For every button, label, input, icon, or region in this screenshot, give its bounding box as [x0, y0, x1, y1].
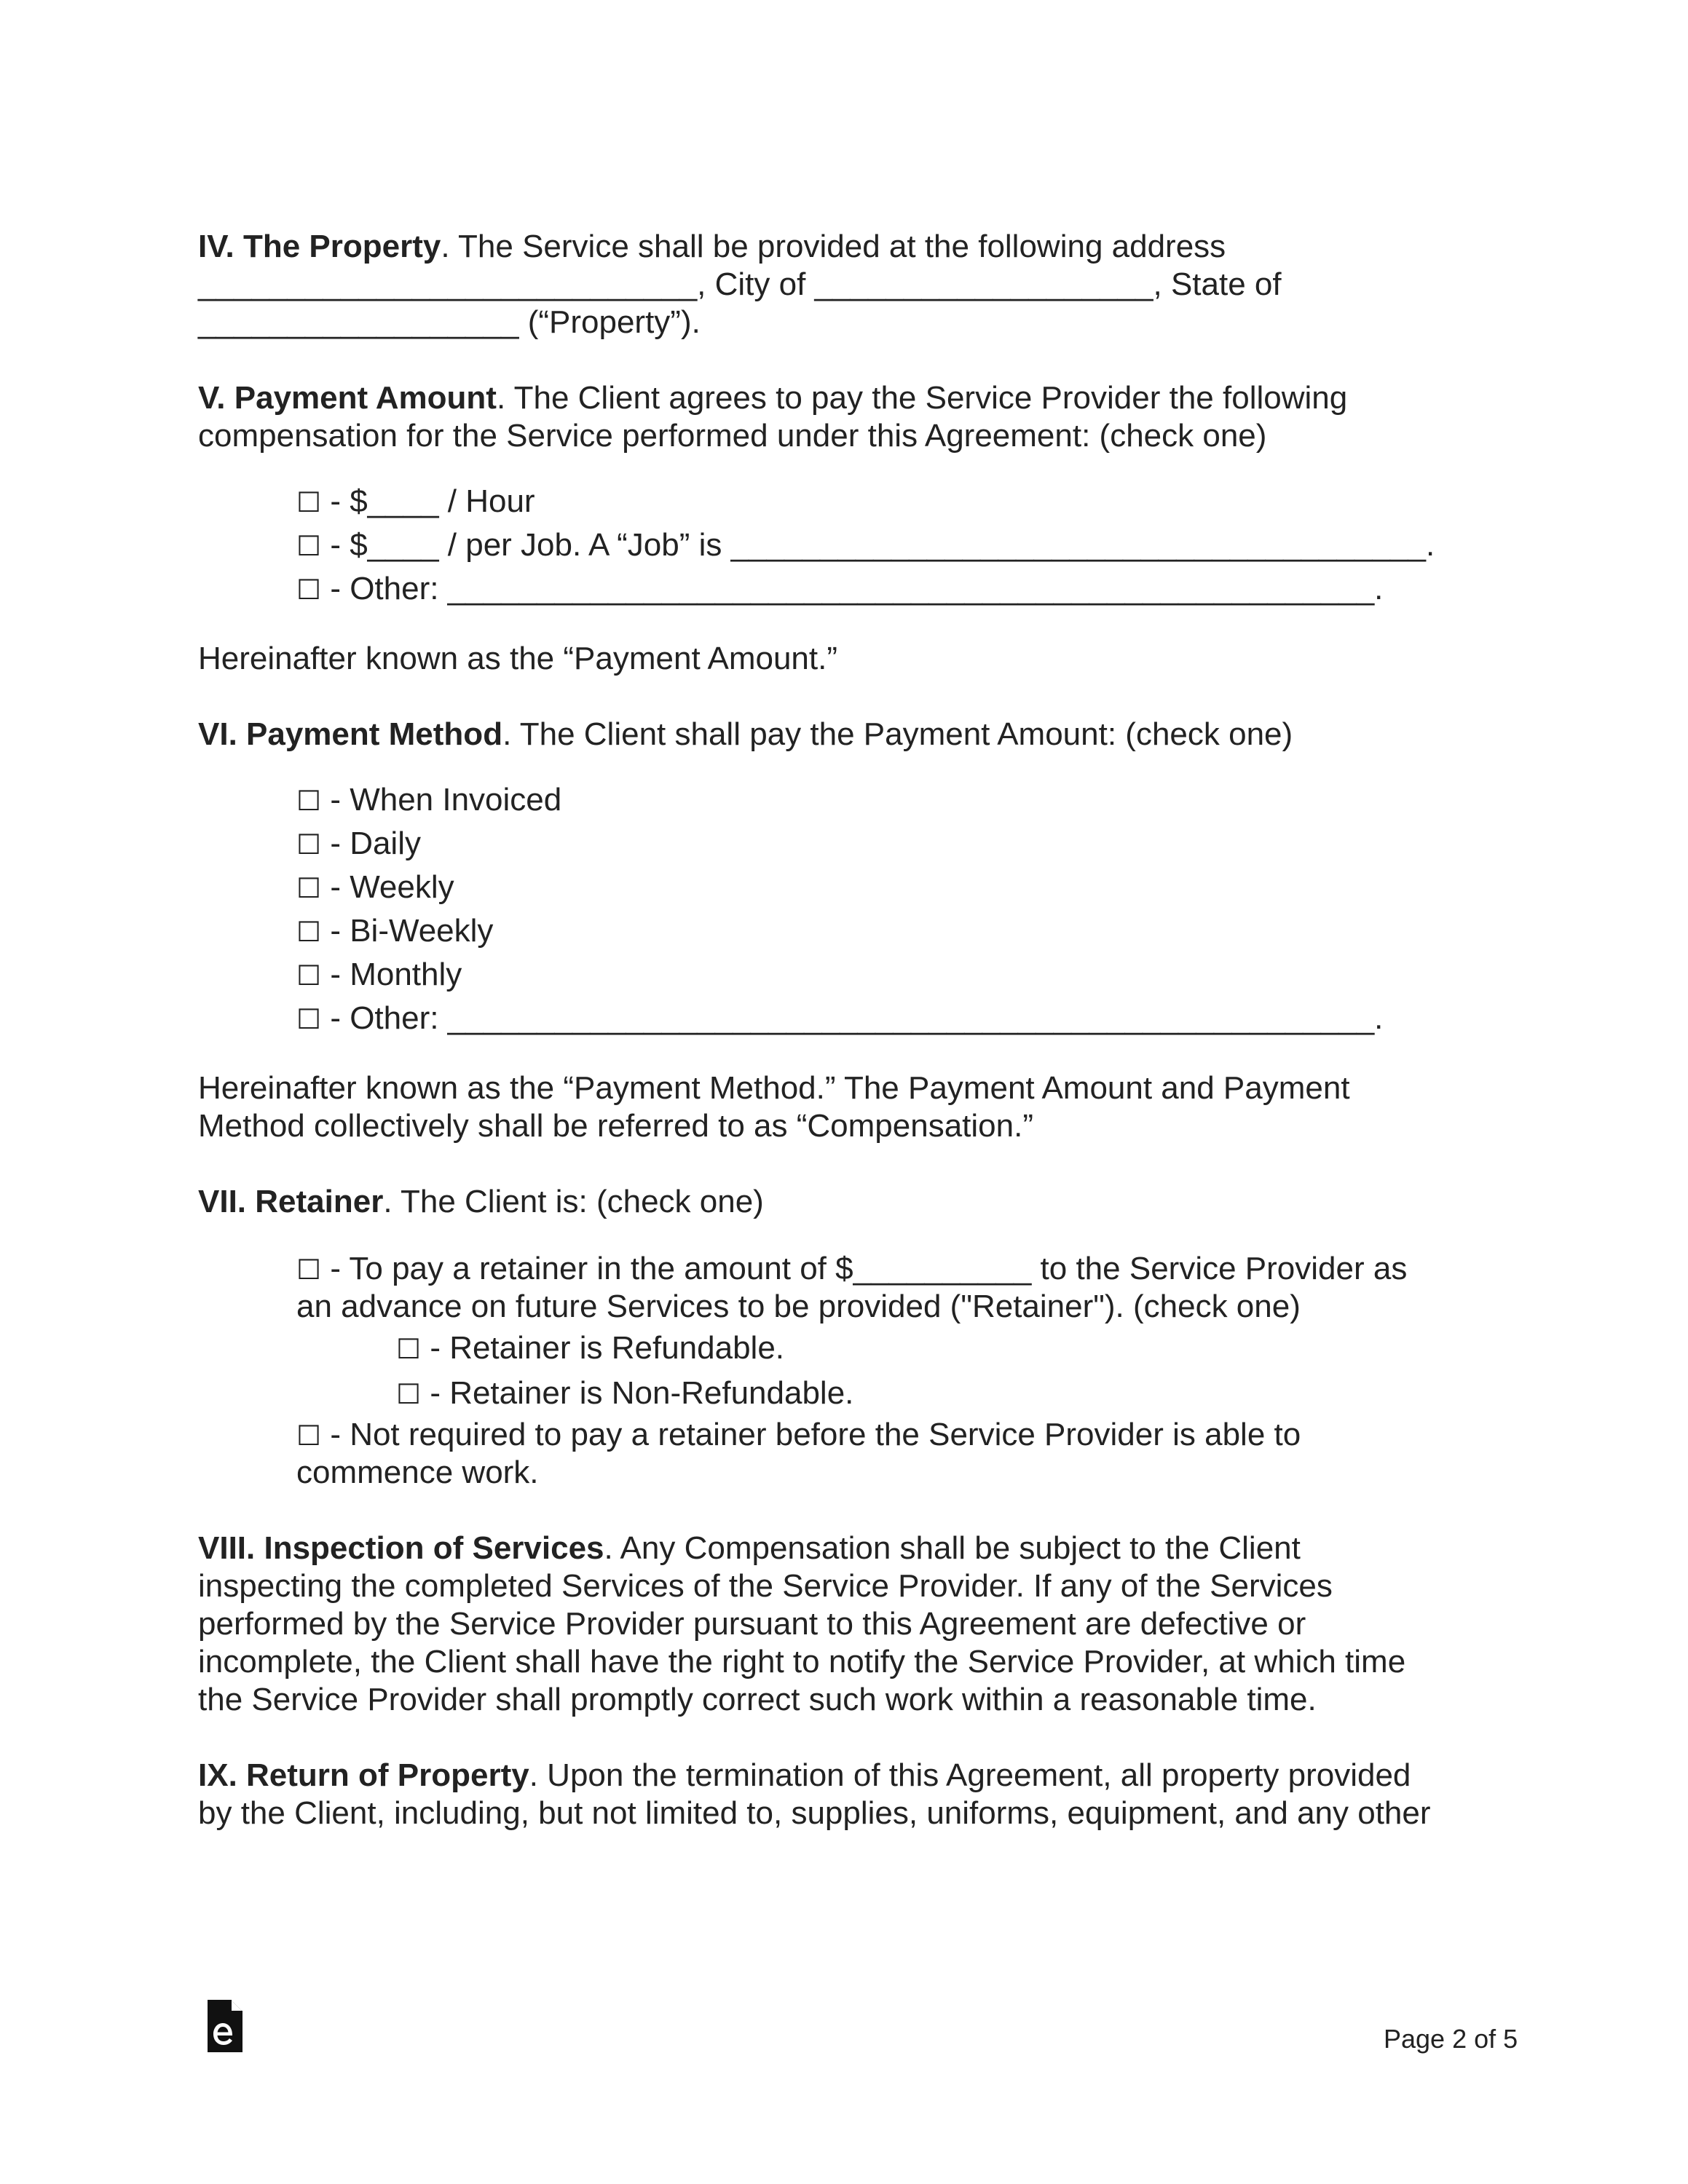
- section-return-of-property: [198, 1757, 1509, 1832]
- payment-method-definition: Hereinafter known as the “Payment Method.” The Payment Amount and Payment: [198, 1070, 1350, 1106]
- option-label: - Bi-Weekly: [330, 913, 494, 949]
- option-label: - Other: ____________________________________________________.: [330, 571, 1384, 606]
- section-payment-amount: [198, 379, 1509, 678]
- section-heading: VII. Retainer: [198, 1184, 384, 1219]
- checkbox-icon[interactable]: ☐: [296, 486, 322, 518]
- section-text: performed by the Service Provider pursuant to this Agreement are defective or: [198, 1606, 1306, 1642]
- document-body: [198, 228, 1509, 1832]
- retainer-option-not-required: [198, 1416, 1509, 1454]
- section-heading: VIII. Inspection of Services: [198, 1530, 604, 1566]
- section-text: . The Client shall pay the Payment Amount: (check one): [502, 716, 1293, 752]
- section-text: incomplete, the Client shall have the right to notify the Service Provider, at which time: [198, 1644, 1406, 1679]
- payment-amount-option-job: [198, 523, 1509, 567]
- option-label: - Weekly: [330, 869, 454, 905]
- section-heading: V. Payment Amount: [198, 380, 497, 416]
- checkbox-icon[interactable]: ☐: [396, 1333, 422, 1365]
- retainer-option-non-refundable: [198, 1371, 1509, 1416]
- option-label: - Other: ____________________________________________________.: [330, 1000, 1384, 1036]
- payment-amount-definition: Hereinafter known as the “Payment Amount.”: [198, 641, 837, 676]
- option-label: - $____ / per Job. A “Job” is _______________________________________.: [330, 527, 1435, 563]
- section-retainer: [198, 1183, 1509, 1492]
- section-text: . Any Compensation shall be subject to the Client: [604, 1530, 1301, 1566]
- option-label-continuation: an advance on future Services to be provided ("Retainer"). (check one): [296, 1289, 1301, 1324]
- section-text: the Service Provider shall promptly correct such work within a reasonable time.: [198, 1682, 1317, 1717]
- section-text: . The Client agrees to pay the Service Provider the following: [496, 380, 1348, 416]
- section-heading: VI. Payment Method: [198, 716, 503, 752]
- section-heading: IX. Return of Property: [198, 1757, 529, 1793]
- payment-amount-option-hour: [198, 480, 1509, 523]
- checkbox-icon[interactable]: ☐: [296, 960, 322, 992]
- option-label: - To pay a retainer in the amount of $__________ to the Service Provider as: [330, 1251, 1408, 1286]
- eforms-logo-icon: [206, 1998, 244, 2054]
- payment-method-option-weekly: [198, 866, 1509, 909]
- payment-method-option-biweekly: [198, 909, 1509, 953]
- checkbox-icon[interactable]: ☐: [296, 916, 322, 948]
- option-label: - Retainer is Refundable.: [430, 1330, 785, 1366]
- checkbox-icon[interactable]: ☐: [296, 872, 322, 904]
- payment-method-option-invoiced: [198, 778, 1509, 822]
- section-text: . The Service shall be provided at the following address: [441, 229, 1226, 264]
- option-label-continuation: commence work.: [296, 1455, 539, 1490]
- page-number: Page 2 of 5: [1384, 2024, 1518, 2054]
- checkbox-icon[interactable]: ☐: [296, 785, 322, 817]
- checkbox-icon[interactable]: ☐: [296, 1420, 322, 1452]
- payment-method-option-daily: [198, 822, 1509, 866]
- property-state-line: __________________ (“Property”).: [198, 304, 701, 340]
- checkbox-icon[interactable]: ☐: [296, 574, 322, 606]
- section-text: compensation for the Service performed under this Agreement: (check one): [198, 418, 1267, 454]
- option-label: - Retainer is Non-Refundable.: [430, 1375, 854, 1411]
- checkbox-icon[interactable]: ☐: [296, 530, 322, 562]
- payment-method-option-other: [198, 997, 1509, 1040]
- payment-method-definition: Method collectively shall be referred to as “Compensation.”: [198, 1108, 1033, 1144]
- checkbox-icon[interactable]: ☐: [296, 1003, 322, 1035]
- option-label: - Daily: [330, 826, 421, 861]
- option-label: - Monthly: [330, 957, 462, 992]
- section-inspection: [198, 1530, 1509, 1719]
- option-label: - When Invoiced: [330, 782, 562, 818]
- section-text: . The Client is: (check one): [383, 1184, 764, 1219]
- checkbox-icon[interactable]: ☐: [296, 828, 322, 860]
- section-text: . Upon the termination of this Agreement, all property provided: [529, 1757, 1411, 1793]
- section-text: by the Client, including, but not limited to, supplies, uniforms, equipment, and any other: [198, 1795, 1431, 1831]
- option-label: - $____ / Hour: [330, 483, 535, 519]
- retainer-option-pay: [198, 1250, 1509, 1288]
- property-address-line: ____________________________, City of ___________________, State of: [198, 266, 1282, 302]
- payment-amount-option-other: [198, 567, 1509, 611]
- payment-method-option-monthly: [198, 953, 1509, 997]
- section-payment-method: [198, 716, 1509, 1145]
- retainer-option-refundable: [198, 1326, 1509, 1371]
- section-heading: IV. The Property: [198, 229, 441, 264]
- section-text: inspecting the completed Services of the Service Provider. If any of the Services: [198, 1568, 1333, 1604]
- checkbox-icon[interactable]: ☐: [296, 1254, 322, 1286]
- option-label: - Not required to pay a retainer before the Service Provider is able to: [330, 1417, 1301, 1452]
- checkbox-icon[interactable]: ☐: [396, 1378, 422, 1410]
- section-property: [198, 228, 1509, 341]
